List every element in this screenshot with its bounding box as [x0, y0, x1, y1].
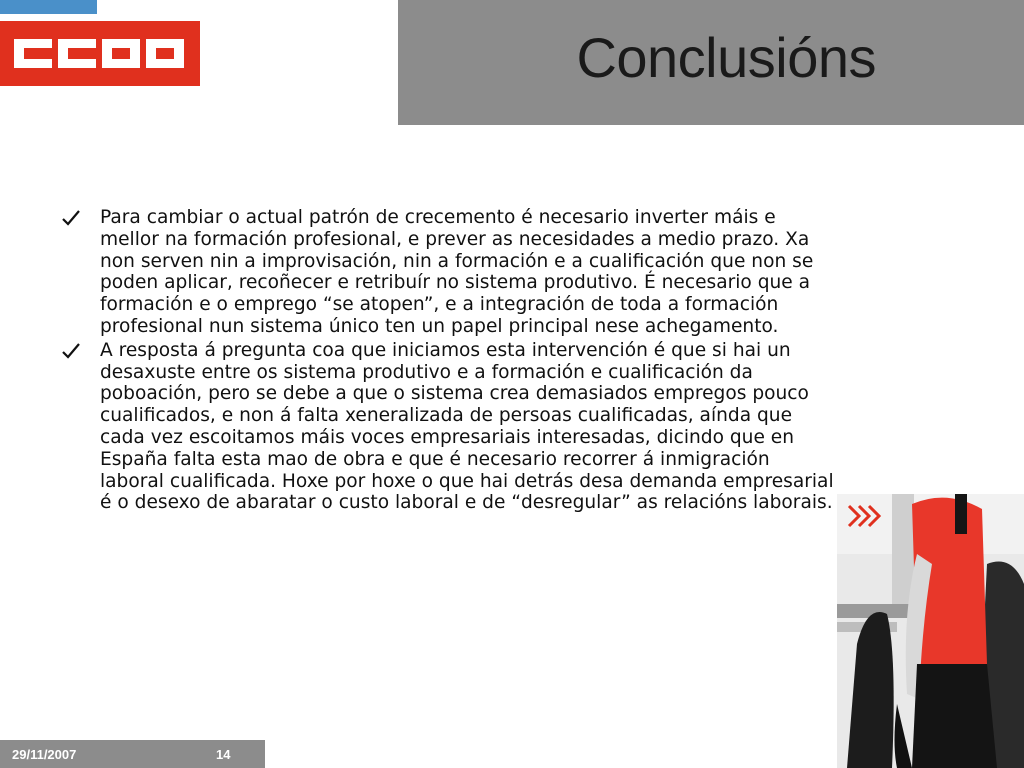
- bullet-item: [62, 340, 837, 514]
- footer-date: 29/11/2007: [12, 747, 77, 762]
- footer-bar: [0, 740, 265, 768]
- top-accent-bar: [0, 0, 97, 14]
- ccoo-logo: [0, 21, 200, 86]
- bullet-list: [62, 207, 837, 516]
- title-banner: [398, 0, 1024, 125]
- bullet-item: [62, 207, 837, 338]
- check-icon: [62, 343, 80, 359]
- page-number: 14: [216, 747, 231, 762]
- bullet-text: Para cambiar o actual patrón de crecemento é necesario inverter máis e mellor na formación profesional, e prever as necesidades a medio prazo. Xa non serven nin a improvisación, nin a formación e a cualificación que non se poden aplicar, recoñecer e retribuír no sistema produtivo. É necesario que a formación e o emprego “se atopen”, e a integración de toda a formación profesional nun sistema único ten un papel principal nese achegamento.: [100, 207, 814, 337]
- slide-title: Conclusións: [576, 26, 876, 89]
- bullet-text: A resposta á pregunta coa que iniciamos esta intervención é que si hai un desaxuste entre os sistema produtivo e a formación e cualificación da poboación, pero se debe a que o sistema crea demasiados empregos pouco cualificados, e non á falta xeneralizada de persoas cualificadas, aínda que cada vez escoitamos máis voces empresariais interesadas, dicindo que en España falta esta mao de obra e que é necesario recorrer á inmigración laboral cualificada. Hoxe por hoxe o que hai detrás desa demanda empresarial é o desexo de abaratar o custo laboral e de “desregular” as relacións laborais.: [100, 339, 834, 514]
- decorative-photo: [837, 494, 1024, 768]
- check-icon: [62, 210, 80, 226]
